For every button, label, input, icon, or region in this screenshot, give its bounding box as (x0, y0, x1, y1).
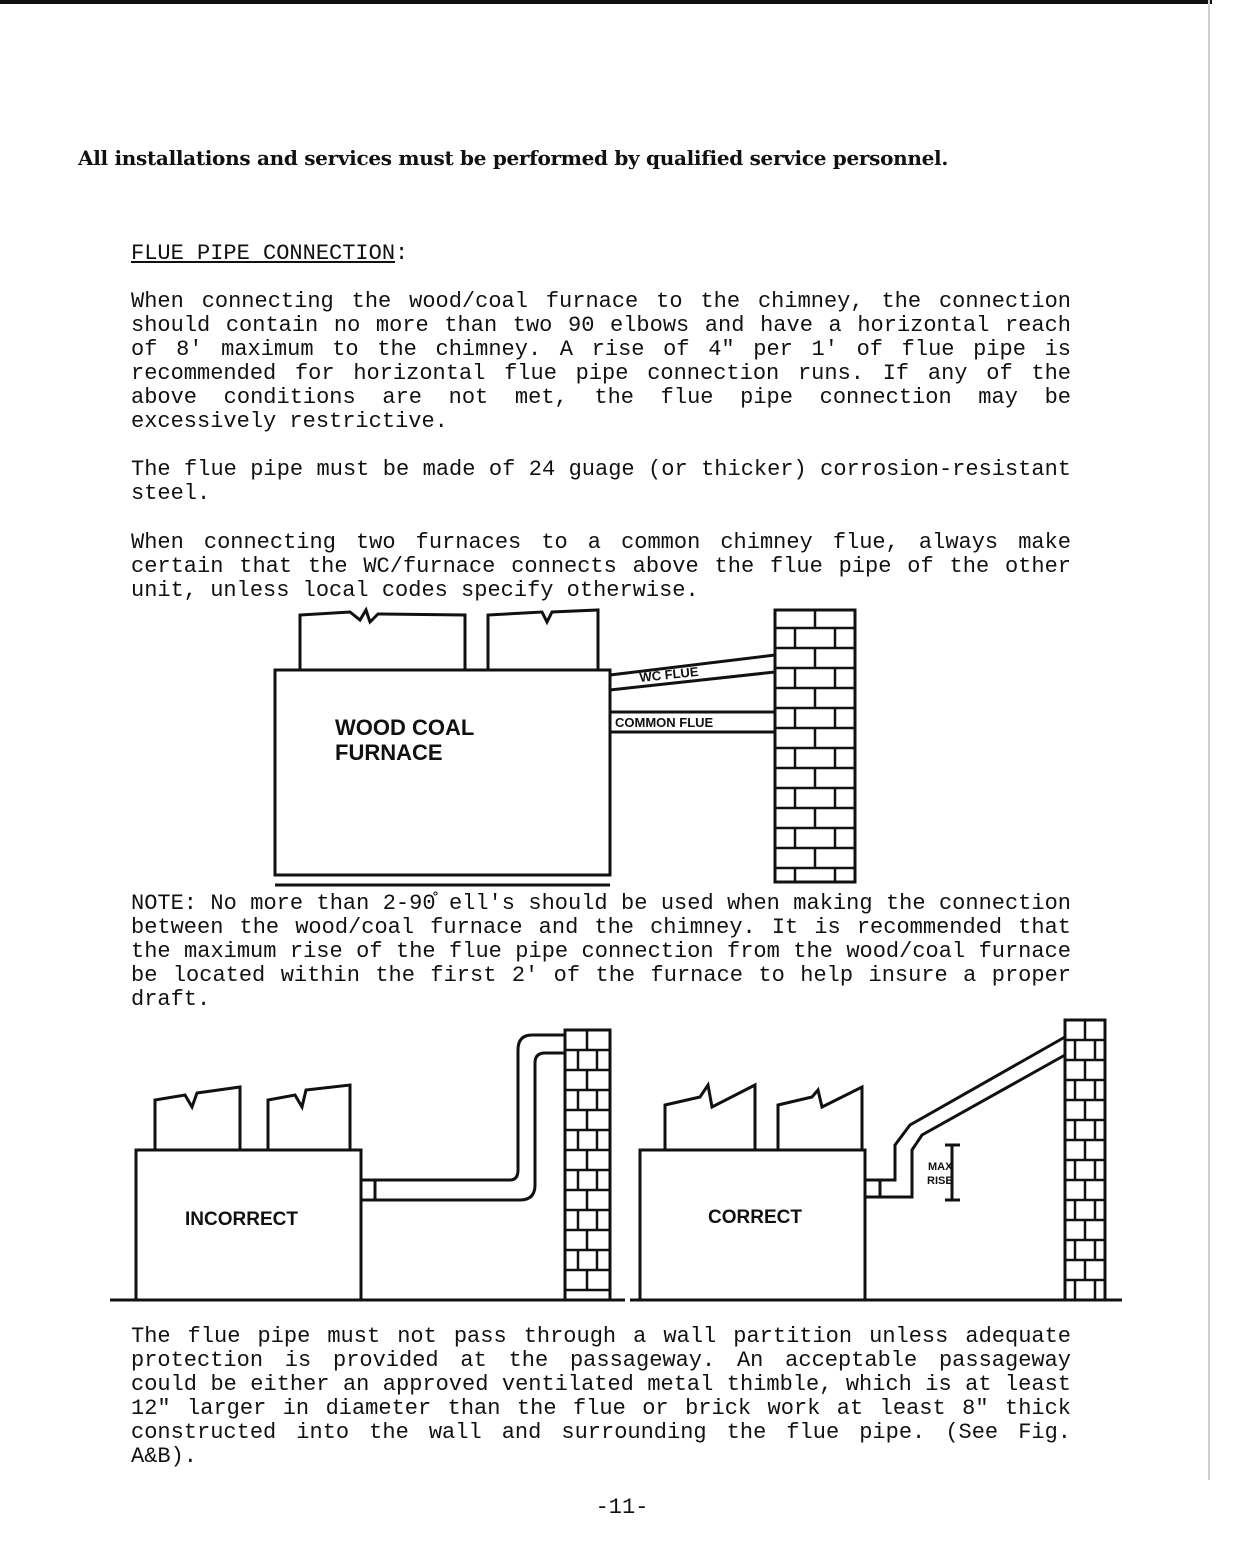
rise-label: RISE (927, 1175, 953, 1187)
section-heading-text: FLUE PIPE CONNECTION (131, 241, 396, 266)
figure-common-flue (260, 600, 880, 900)
paragraph-wall-passage: The flue pipe must not pass through a wall partition unless adequate protection is provided at the passageway. An acceptable passageway could be either an approved ventilated metal thimble, which is at least 12" larger in diameter than the flue or brick work at least 8" thick constructed into the wall and surrounding the flue pipe. (See Fig. A&B). (131, 1324, 1071, 1469)
common-flue-label: COMMON FLUE (615, 715, 714, 730)
right-border (1208, 0, 1210, 1480)
paragraph-connection-rules: When connecting the wood/coal furnace to the chimney, the connection should contain no more than two 90 elbows and have a horizontal reach of 8′ maximum to the chimney. A rise of 4" per 1′ of flue pipe is recommended for horizontal flue pipe connection runs. If any of the above conditions are not met, the flue pipe connection may be excessively restrictive. (131, 289, 1071, 434)
figure-incorrect-correct (100, 1015, 1130, 1315)
page-number: -11- (595, 1495, 649, 1520)
furnace-label-line1: WOOD COAL (335, 715, 475, 740)
incorrect-label: INCORRECT (185, 1209, 298, 1230)
top-border (0, 0, 1212, 4)
correct-label: CORRECT (708, 1207, 802, 1228)
max-label: MAX (928, 1161, 953, 1173)
section-heading-colon: : (395, 241, 409, 266)
section-heading (131, 242, 408, 266)
wc-flue-label: WC FLUE (638, 663, 700, 685)
safety-notice: All installations and services must be performed by qualified service personnel. (78, 146, 949, 170)
furnace-label-line2: FURNACE (335, 740, 443, 765)
paragraph-steel-spec: The flue pipe must be made of 24 guage (or thicker) corrosion-resistant steel. (131, 457, 1071, 506)
paragraph-common-chimney: When connecting two furnaces to a common chimney flue, always make certain that the WC/furnace connects above the flue pipe of the other unit, unless local codes specify otherwise. (131, 530, 1071, 603)
paragraph-note: NOTE: No more than 2-90̊ ell′s should be used when making the connection between the wood/coal furnace and the chimney. It is recommended that the maximum rise of the flue pipe connection from the wood/coal furnace be located within the first 2′ of the furnace to help insure a proper draft. (131, 891, 1071, 1012)
